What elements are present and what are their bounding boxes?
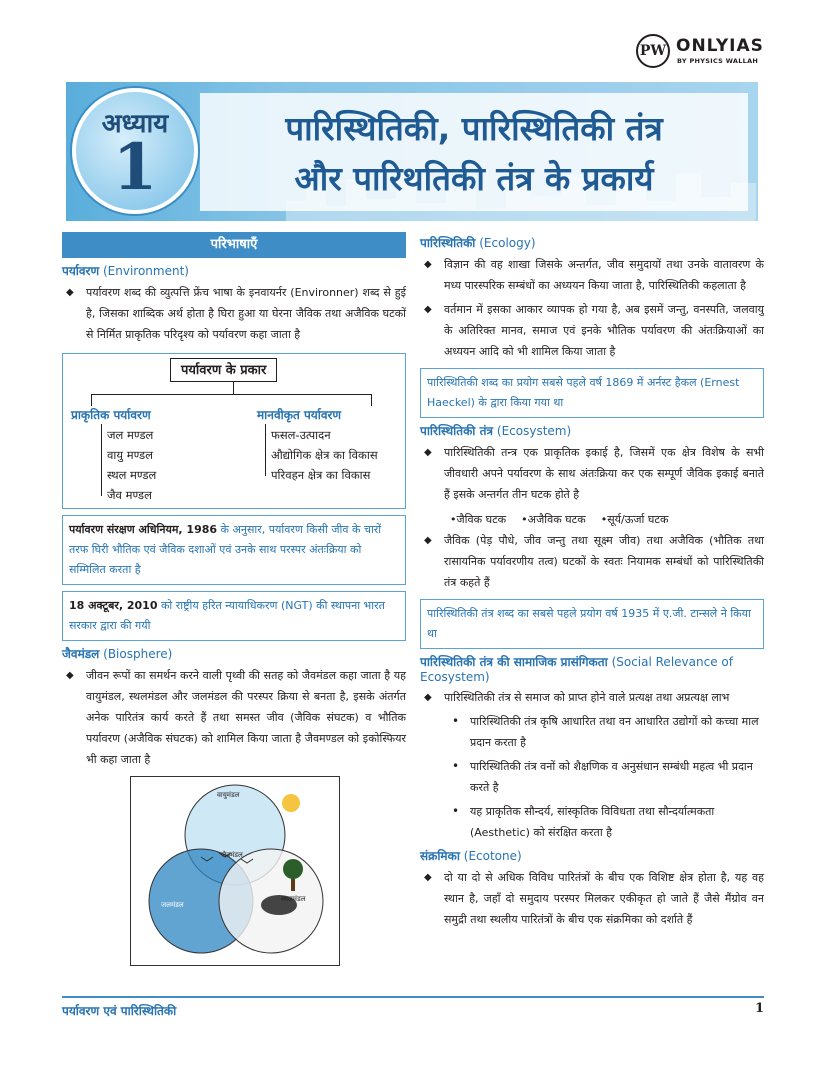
chapter-label: अध्याय bbox=[101, 109, 169, 139]
ecology-heading: पारिस्थितिकी (Ecology) bbox=[420, 236, 536, 250]
component-item: • जैविक घटक bbox=[450, 513, 507, 526]
natural-item: जल मण्डल bbox=[107, 428, 154, 442]
natural-env-heading: प्राकृतिक पर्यावरण bbox=[71, 408, 151, 422]
environment-heading: पर्यावरण (Environment) bbox=[62, 264, 189, 278]
human-env-heading: मानवीकृत पर्यावरण bbox=[257, 408, 342, 422]
page-footer bbox=[62, 996, 764, 1020]
natural-item: जैव मण्डल bbox=[107, 488, 152, 502]
social-subpoint: • पारिस्थितिकी तंत्र कृषि आधारित तथा वन आधारित उद्योगों को कच्चा माल प्रदान करता है bbox=[420, 711, 764, 753]
ecology-point: ◆ वर्तमान में इसका आकार व्यापक हो गया है, अब इसमें जन्तु, वनस्पति, जलवायु के अतिरिक्त मानव, समाज एवं इनके भौतिक पर्यावरण की अंतःक्रियाओं का अध्ययन आदि को भी शामिल किया जाता है bbox=[420, 299, 764, 362]
component-item: • सूर्य/ऊर्जा घटक bbox=[600, 513, 669, 526]
venn-label-hydrosphere: जलमंडल bbox=[161, 901, 184, 909]
environment-types-diagram bbox=[62, 353, 406, 509]
ngt-box: 18 अक्टूबर, 2010 को राष्ट्रीय हरित न्यायाधिकरण (NGT) की स्थापना भारत सरकार द्वारा की गयी bbox=[62, 591, 406, 641]
act-1986-box: पर्यावरण संरक्षण अधिनियम, 1986 के अनुसार, पर्यावरण किसी जीव के चारों तरफ घिरी भौतिक एवं जैविक दशाओं एवं उनके साथ परस्पर अंतःक्रिया को सम्मिलित करता है bbox=[62, 515, 406, 585]
haeckel-box: पारिस्थितिकी शब्द का प्रयोग सबसे पहले वर्ष 1869 में अर्नस्ट हैकल (Ernest Haeckel) के द्वारा किया गया था bbox=[420, 368, 764, 418]
human-item: औद्योगिक क्षेत्र का विकास bbox=[271, 448, 378, 462]
chapter-title bbox=[200, 93, 748, 211]
ecosystem-point: ◆ पारिस्थितिकी तन्त्र एक प्राकृतिक इकाई है, जिसमें एक क्षेत्र विशेष के सभी जीवधारी अपने पर्यावरण के साथ अंतःक्रिया कर एक सम्पूर्ण जैविक इकाई बनाते हैं इसके अन्तर्गत तीन घटक होते है bbox=[420, 442, 764, 505]
biosphere-paragraph: ◆ जीवन रूपों का समर्थन करने वाली पृथ्वी की सतह को जैवमंडल कहा जाता है यह वायुमंडल, स्थलमंडल और जलमंडल की परस्पर क्रिया से बनता है, इसके अंतर्गत अनेक पारितंत्र कार्य करते हैं तथा समस्त जीव (जैविक संघटक) व भौतिक पर्यावरण (अजैविक संघटक) को शामिल किया जाता है जैवमण्डल को इकोस्फियर भी कहा जाता है bbox=[62, 665, 406, 770]
biosphere-venn-diagram bbox=[130, 776, 340, 966]
component-item: • अजैविक घटक bbox=[521, 513, 586, 526]
social-subpoint: • पारिस्थितिकी तंत्र वनों को शैक्षणिक व अनुसंधान सम्बंधी महत्व भी प्रदान करते है bbox=[420, 756, 764, 798]
ecotone-point: ◆ दो या दो से अधिक विविध पारितंत्रों के बीच एक विशिष्ट क्षेत्र होता है, यह वह स्थान है, जहाँ दो समुदाय परस्पर मिलकर एकीकृत हो जाते हैं जैसे मैंग्रोव वन समुद्री तथा स्थलीय पारितंत्रों के बीच एक संक्रमिका को दर्शाते हैं bbox=[420, 867, 764, 930]
brand-subtitle: BY PHYSICS WALLAH bbox=[677, 57, 759, 65]
social-point: ◆ पारिस्थितिकी तंत्र से समाज को प्राप्त होने वाले प्रत्यक्ष तथा अप्रत्यक्ष लाभ bbox=[420, 687, 764, 708]
chapter-number: 1 bbox=[112, 130, 158, 205]
natural-item: वायु मण्डल bbox=[107, 448, 153, 462]
page-number: 1 bbox=[754, 1001, 764, 1016]
brand-name: ONLYIAS bbox=[676, 36, 764, 56]
definitions-bar: परिभाषाएँ bbox=[62, 232, 406, 258]
pw-logo-icon: PW bbox=[636, 34, 670, 68]
chapter-title-line2: और पारिथतिकी तंत्र के प्रकार्य bbox=[294, 159, 654, 198]
venn-label-lithosphere: स्थलमंडल bbox=[281, 895, 306, 903]
natural-item: स्थल मण्डल bbox=[107, 468, 157, 482]
ecology-point: ◆ विज्ञान की वह शाखा जिसके अन्तर्गत, जीव समुदायों तथा उनके वातावरण के मध्य पारस्परिक सम्बंधों का अध्ययन किया जाता है, पारिस्थितिकी कहलाता है bbox=[420, 254, 764, 296]
footer-subject: पर्यावरण एवं पारिस्थितिकी bbox=[62, 1004, 177, 1018]
brand-logo bbox=[636, 30, 796, 72]
types-title: पर्यावरण के प्रकार bbox=[170, 358, 277, 382]
human-item: फसल-उत्पादन bbox=[271, 428, 331, 442]
right-column bbox=[420, 232, 764, 930]
left-column bbox=[62, 232, 406, 966]
social-subpoint: • यह प्राकृतिक सौन्दर्य, सांस्कृतिक विविधता तथा सौन्दर्यात्मकता (Aesthetic) को संरक्षित करता है bbox=[420, 801, 764, 843]
ecosystem-heading: पारिस्थितिकी तंत्र (Ecosystem) bbox=[420, 424, 572, 438]
ecotone-heading: संक्रमिका (Ecotone) bbox=[420, 849, 522, 863]
venn-icon bbox=[131, 777, 339, 965]
biosphere-heading: जैवमंडल (Biosphere) bbox=[62, 647, 173, 661]
ecosystem-point: ◆ जैविक (पेड़ पौधे, जीव जन्तु तथा सूक्ष्म जीव) तथा अजैविक (भौतिक तथा रासायनिक पर्यावरणीय तत्व) घटकों के स्वतः नियामक सम्बंधों को पारिस्थितिकी तंत्र कहते हैं bbox=[420, 530, 764, 593]
human-item: परिवहन क्षेत्र का विकास bbox=[271, 468, 371, 482]
chapter-badge bbox=[72, 88, 198, 214]
venn-label-atmosphere: वायुमंडल bbox=[217, 791, 240, 799]
venn-label-biosphere: जैवमंडल bbox=[221, 851, 243, 859]
tansley-box: पारिस्थितिकी तंत्र शब्द का सबसे पहले प्रयोग वर्ष 1935 में ए.जी. टान्सले ने किया था bbox=[420, 599, 764, 649]
components-list bbox=[420, 508, 764, 527]
social-relevance-heading: पारिस्थितिकी तंत्र की सामाजिक प्रासंगिकता (Social Relevance of Ecosystem) bbox=[420, 655, 733, 684]
environment-paragraph: ◆ पर्यावरण शब्द की व्युत्पत्ति फ्रेंच भाषा के इनवायर्नर (Environner) शब्द से हुई है, जिसका शाब्दिक अर्थ होता है घिरा हुआ या घेरना जैविक तथा अजैविक घटकों से निर्मित प्राकृतिक परिदृश्य को पर्यावरण कहा जाता है bbox=[62, 282, 406, 345]
chapter-title-line1: पारिस्थितिकी, पारिस्थितिकी तंत्र bbox=[285, 109, 663, 148]
